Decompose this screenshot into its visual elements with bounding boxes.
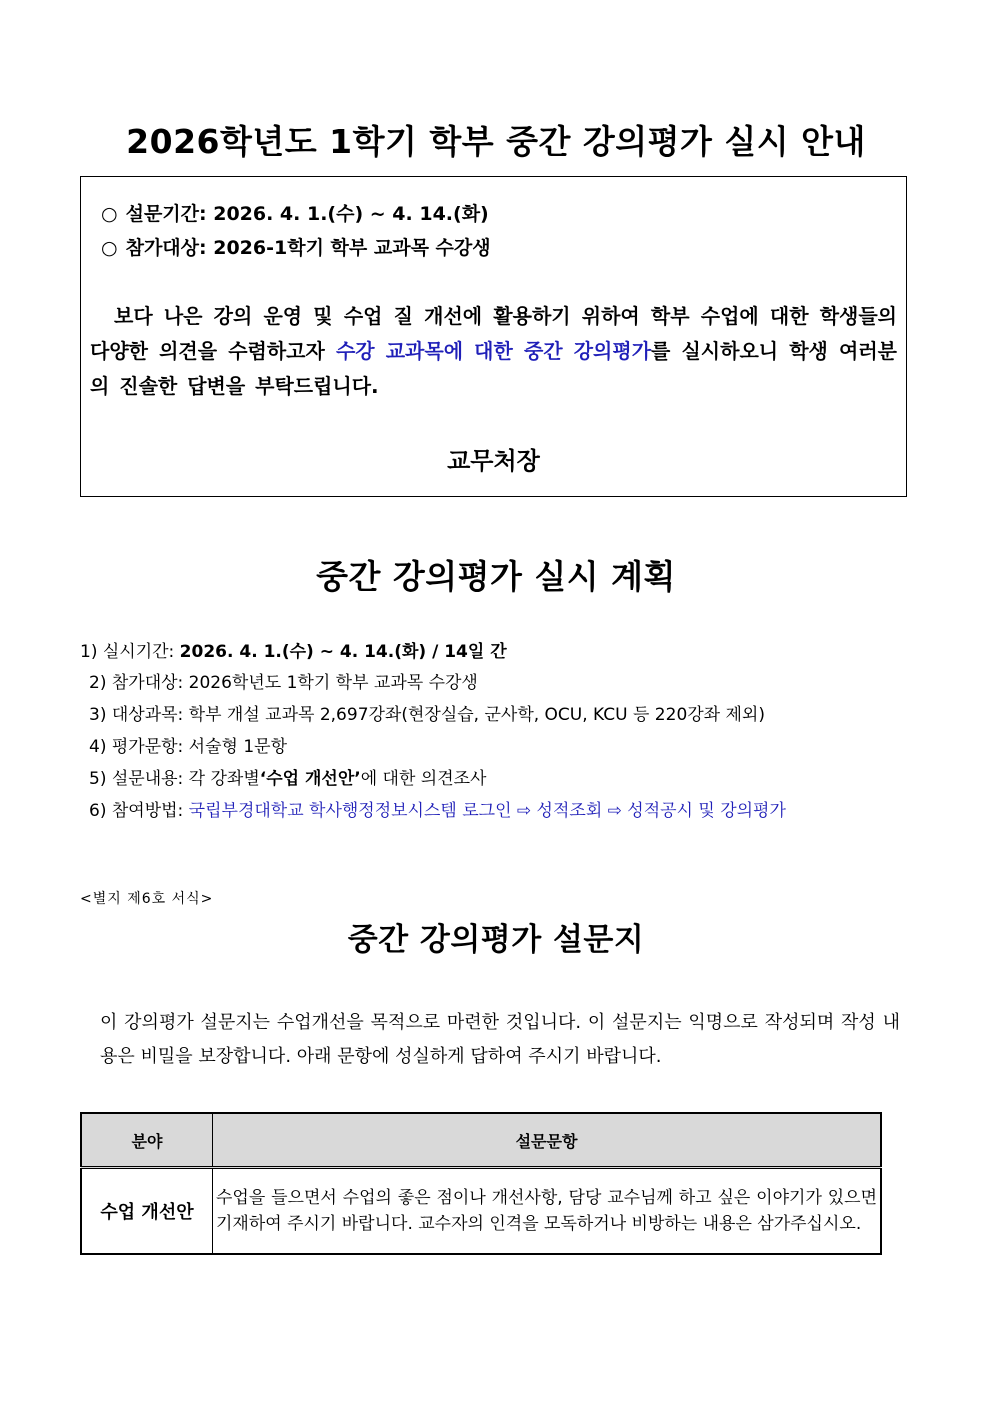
notice-para-before: 보다 나은 강의 운영 및 수업 질 개선에 활용하기 위하여 학부 수업에 대한 학생들의 다양한 의견을 수렴하고자 xyxy=(90,304,897,363)
survey-intro: 이 강의평가 설문지는 수업개선을 목적으로 마련한 것입니다. 이 설문지는 익명으로 작성되며 작성 내용은 비밀을 보장합니다. 아래 문항에 성실하게 답하여 주시기 바랍니다. xyxy=(100,1012,900,1067)
plan-item-courses: 3) 대상과목: 학부 개설 교과목 2,697강좌(현장실습, 군사학, OCU, KCU 등 220강좌 제외) xyxy=(89,705,765,725)
row-category: 수업 개선안 xyxy=(81,1168,213,1255)
plan-item-value: 2026. 4. 1.(수) ~ 4. 14.(화) / 14일 간 xyxy=(179,642,507,662)
target-participants xyxy=(101,233,491,260)
survey-title: 중간 강의평가 설문지 xyxy=(347,922,645,958)
target-participants-text: 참가대상: 2026-1학기 학부 교과목 수강생 xyxy=(125,237,491,259)
plan-item-label: 1) 실시기간: xyxy=(80,642,180,662)
plan-item-content xyxy=(89,767,486,791)
plan-item-label: 5) 설문내용: 각 강좌별 xyxy=(89,769,260,789)
form-reference: <별지 제6호 서식> xyxy=(80,891,214,907)
notice-para-after: 를 실시하오니 학생 여러분의 진솔한 답변을 부탁드립니다. xyxy=(90,339,897,398)
table-header-row xyxy=(81,1113,881,1168)
notice-para-highlight: 수강 교과목에 대한 중간 강의평가 xyxy=(335,339,652,363)
notice-box xyxy=(80,176,907,497)
signature: 교무처장 xyxy=(447,447,540,475)
circle-bullet-icon: ○ xyxy=(101,237,118,259)
plan-item-target: 2) 참가대상: 2026학년도 1학기 학부 교과목 수강생 xyxy=(89,673,478,693)
circle-bullet-icon: ○ xyxy=(101,203,118,225)
plan-item-method xyxy=(89,799,786,823)
plan-item-period xyxy=(80,640,507,664)
plan-item-method-path: 국립부경대학교 학사행정정보시스템 로그인 ⇨ 성적조회 ⇨ 성적공시 및 강의평가 xyxy=(188,801,786,821)
plan-item-questions: 4) 평가문항: 서술형 1문항 xyxy=(89,737,288,757)
survey-period xyxy=(101,199,489,226)
notice-paragraph xyxy=(90,299,897,404)
plan-item-after: 에 대한 의견조사 xyxy=(360,769,487,789)
plan-item-label: 6) 참여방법: xyxy=(89,801,189,821)
survey-period-text: 설문기간: 2026. 4. 1.(수) ~ 4. 14.(화) xyxy=(125,203,489,225)
header-question: 설문문항 xyxy=(213,1113,882,1168)
plan-item-bold: ‘수업 개선안’ xyxy=(259,769,361,789)
plan-title: 중간 강의평가 실시 계획 xyxy=(316,557,676,596)
row-question: 수업을 들으면서 수업의 좋은 점이나 개선사항, 담당 교수님께 하고 싶은 이야기가 있으면 기재하여 주시기 바랍니다. 교수자의 인격을 모독하거나 비방하는 내용은 삼가주십시오. xyxy=(213,1168,882,1255)
header-category: 분야 xyxy=(81,1113,213,1168)
survey-table xyxy=(80,1112,882,1255)
table-row xyxy=(81,1168,881,1255)
notice-title: 2026학년도 1학기 학부 중간 강의평가 실시 안내 xyxy=(126,122,866,161)
